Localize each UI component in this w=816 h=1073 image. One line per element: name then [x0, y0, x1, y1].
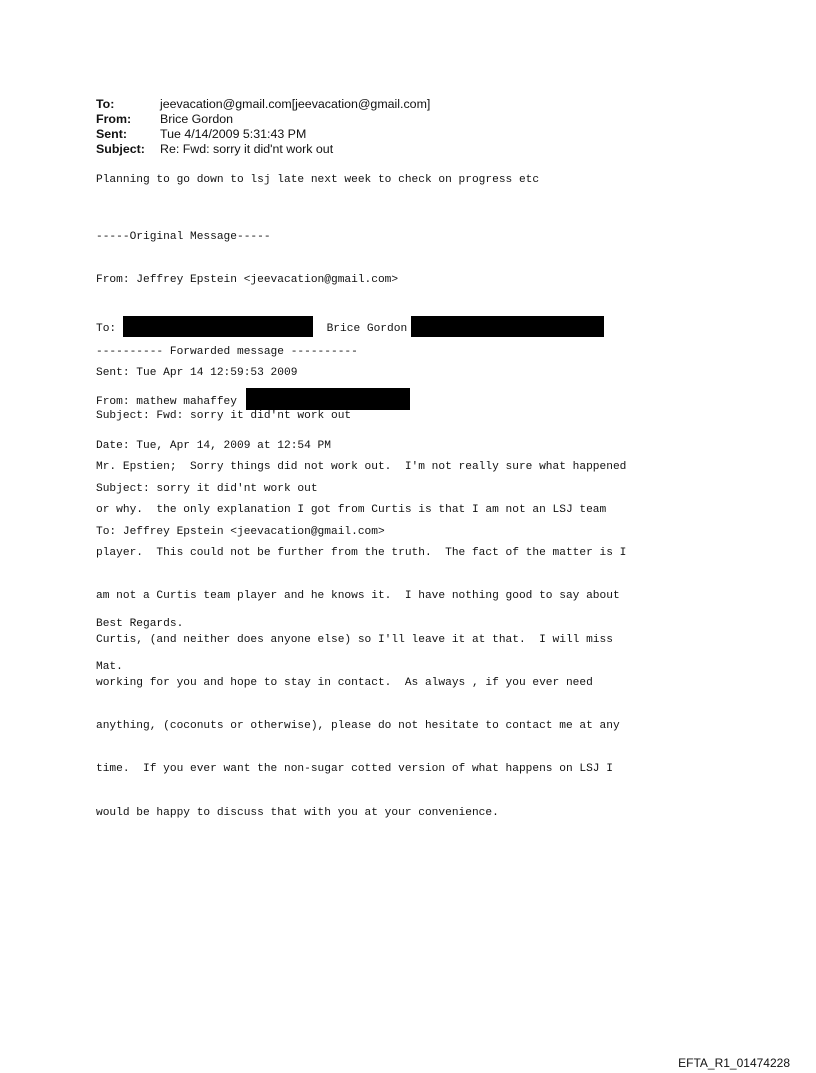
to-label: To: — [96, 97, 115, 111]
sent-value: Tue 4/14/2009 5:31:43 PM — [160, 127, 307, 141]
forwarded-date: Date: Tue, Apr 14, 2009 at 12:54 PM — [96, 439, 331, 452]
subject-row — [96, 142, 430, 157]
original-to-prefix: To: — [96, 323, 117, 336]
subject-value: Re: Fwd: sorry it did'nt work out — [160, 142, 334, 156]
sign-off — [96, 588, 183, 689]
forwarded-divider: ---------- Forwarded message ---------- — [96, 345, 358, 358]
forwarded-from — [96, 388, 410, 410]
to-row — [96, 97, 430, 112]
redaction-box — [246, 388, 410, 410]
sent-label: Sent: — [96, 127, 127, 141]
body-line: working for you and hope to stay in contact. As always , if you ever need — [96, 676, 593, 689]
signature: Mat. — [96, 661, 123, 674]
to-value: jeevacation@gmail.com[jeevacation@gmail.com] — [160, 97, 431, 111]
redaction-box — [411, 316, 604, 337]
email-header — [96, 97, 430, 157]
original-sent: Sent: Tue Apr 14 12:59:53 2009 — [96, 367, 298, 380]
from-value: Brice Gordon — [160, 112, 234, 126]
body-line: would be happy to discuss that with you at your convenience. — [96, 806, 499, 819]
original-from: From: Jeffrey Epstein <jeevacation@gmail.com> — [96, 274, 399, 287]
body-line: player. This could not be further from the truth. The fact of the matter is I — [96, 547, 627, 560]
body-line: Mr. Epstien; Sorry things did not work out. I'm not really sure what happened — [96, 460, 627, 473]
forwarded-to: To: Jeffrey Epstein <jeevacation@gmail.com> — [96, 526, 385, 539]
original-divider: -----Original Message----- — [96, 230, 271, 243]
body-line: am not a Curtis team player and he knows it. I have nothing good to say about — [96, 590, 620, 603]
original-subject: Subject: Fwd: sorry it did'nt work out — [96, 410, 352, 423]
document-id: EFTA_R1_01474228 — [678, 1056, 790, 1070]
subject-label: Subject: — [96, 142, 145, 156]
closing: Best Regards. — [96, 617, 184, 630]
body-line: time. If you ever want the non-sugar cotted version of what happens on LSJ I — [96, 763, 613, 776]
forwarded-from-text: From: mathew mahaffey — [96, 396, 237, 409]
body-line: or why. the only explanation I got from Curtis is that I am not an LSJ team — [96, 504, 607, 517]
original-to-name: Brice Gordon — [326, 323, 408, 336]
reply-text: Planning to go down to lsj late next week to check on progress etc — [96, 174, 540, 186]
from-label: From: — [96, 112, 132, 126]
from-row — [96, 112, 430, 127]
forwarded-subject: Subject: sorry it did'nt work out — [96, 483, 318, 496]
sent-row — [96, 127, 430, 142]
body-line: anything, (coconuts or otherwise), please do not hesitate to contact me at any — [96, 720, 620, 733]
body-line: Curtis, (and neither does anyone else) so I'll leave it at that. I will miss — [96, 633, 613, 646]
